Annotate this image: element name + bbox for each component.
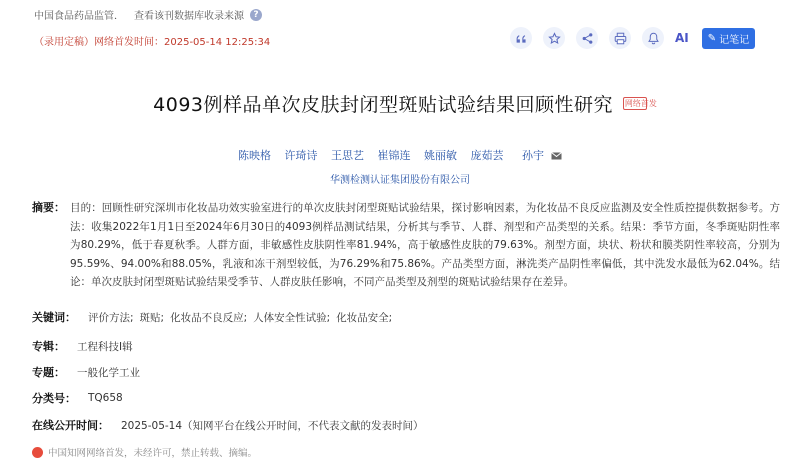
- bell-icon: [647, 32, 660, 45]
- quote-button[interactable]: [510, 27, 532, 49]
- article-toolbar: [510, 27, 755, 49]
- topic-row: [32, 364, 140, 380]
- share-icon: [581, 32, 594, 45]
- take-note-button[interactable]: [702, 28, 755, 49]
- ai-button[interactable]: AI: [675, 31, 689, 45]
- series-label: 专辑：: [32, 340, 65, 353]
- author-link-corresponding[interactable]: [517, 149, 562, 162]
- keywords-label: 关键词：: [32, 311, 76, 324]
- abstract-label: 摘要：: [32, 201, 65, 214]
- online-time-row: [32, 417, 424, 433]
- print-button[interactable]: [609, 27, 631, 49]
- topic-label: 专题：: [32, 366, 65, 379]
- keywords-row: [32, 309, 398, 325]
- mail-icon[interactable]: [551, 152, 562, 160]
- series-row: [32, 338, 133, 354]
- print-icon: [614, 32, 627, 45]
- cnki-logo-icon: [32, 447, 43, 458]
- author-link[interactable]: 姚丽敏: [424, 149, 457, 162]
- keyword-link[interactable]: 化妆品安全;: [336, 311, 393, 324]
- author-list: [0, 147, 800, 163]
- keyword-link[interactable]: 斑贴;: [139, 311, 165, 324]
- article-title: 4093例样品单次皮肤封闭型斑贴试验结果回顾性研究: [153, 94, 614, 116]
- online-time-value: 2025-05-14（知网平台在线公开时间，不代表文献的发表时间）: [121, 419, 424, 432]
- database-source-link[interactable]: 查看该刊数据库收录来源: [134, 11, 244, 22]
- organization-link[interactable]: 华测检测认证集团股份有限公司: [330, 175, 470, 186]
- author-link[interactable]: 王思艺: [331, 149, 364, 162]
- top-source-line: [34, 7, 262, 22]
- first-pub-label: 网络首发时间：: [94, 37, 164, 48]
- quote-icon: [515, 32, 528, 45]
- journal-source: 中国食品药品监管．: [34, 11, 124, 22]
- author-link[interactable]: 陈映格: [238, 149, 271, 162]
- pencil-icon: ✎: [707, 32, 717, 44]
- author-link[interactable]: 许琦诗: [284, 149, 318, 162]
- class-row: [32, 390, 123, 406]
- author-name: 孙宇: [522, 149, 544, 162]
- online-first-badge: 网络首发: [624, 99, 657, 108]
- take-note-label: 记笔记: [719, 34, 750, 46]
- copyright-notice: [32, 445, 257, 459]
- publication-status: [34, 33, 270, 48]
- series-value: 工程科技Ⅰ辑: [77, 340, 133, 353]
- help-icon[interactable]: ?: [250, 9, 262, 21]
- keyword-link[interactable]: 化妆品不良反应;: [170, 311, 248, 324]
- subscribe-button[interactable]: [642, 27, 664, 49]
- author-link[interactable]: 崔锦连: [377, 149, 411, 162]
- first-pub-time: 2025-05-14 12:25:34: [164, 37, 271, 48]
- topic-value: 一般化学工业: [77, 366, 140, 379]
- star-icon: [548, 32, 561, 45]
- favorite-button[interactable]: [543, 27, 565, 49]
- abstract-text: 目的：回顾性研究深圳市化妆品功效实验室进行的单次皮肤封闭型斑贴试验结果，探讨影响因素，为化妆品不良反应监测及安全性质控提供数据参考。方法：收集2022年1月1日至2024年6月30日的4093例样品测试结果，分析其与季节、人群、剂型和产品类型的关系。结果：季节方面，冬季斑贴阴性率为80.29%，低于春夏秋季。人群方面，非敏感性皮肤阴性率81.94%，高于敏感性皮肤的79.63%。剂型方面，块状、粉状和膜类阴性率较高，分别为95.59%、94.00%和88.05%，乳液和冻干剂型较低，为76.29%和75.86%。产品类型方面，淋洗类产品阴性率偏低，其中洗发水最低为62.04%。结论：单次皮肤封闭型斑贴试验结果受季节、人群皮肤任影响，不同产品类型及剂型的斑贴试验结果存在差异。: [70, 202, 780, 288]
- accepted-tag: （录用定稿）: [34, 37, 94, 48]
- title-area: [0, 90, 800, 117]
- keyword-link[interactable]: 人体安全性试验;: [253, 311, 331, 324]
- online-time-label: 在线公开时间：: [32, 419, 109, 432]
- class-label: 分类号：: [32, 392, 76, 405]
- class-value: TQ658: [88, 392, 123, 404]
- author-link[interactable]: 庞茹芸: [470, 149, 504, 162]
- share-button[interactable]: [576, 27, 598, 49]
- copyright-text: 中国知网网络首发，未经许可，禁止转载、摘编。: [48, 448, 258, 459]
- keyword-link[interactable]: 评价方法;: [88, 311, 134, 324]
- abstract-section: [32, 199, 780, 292]
